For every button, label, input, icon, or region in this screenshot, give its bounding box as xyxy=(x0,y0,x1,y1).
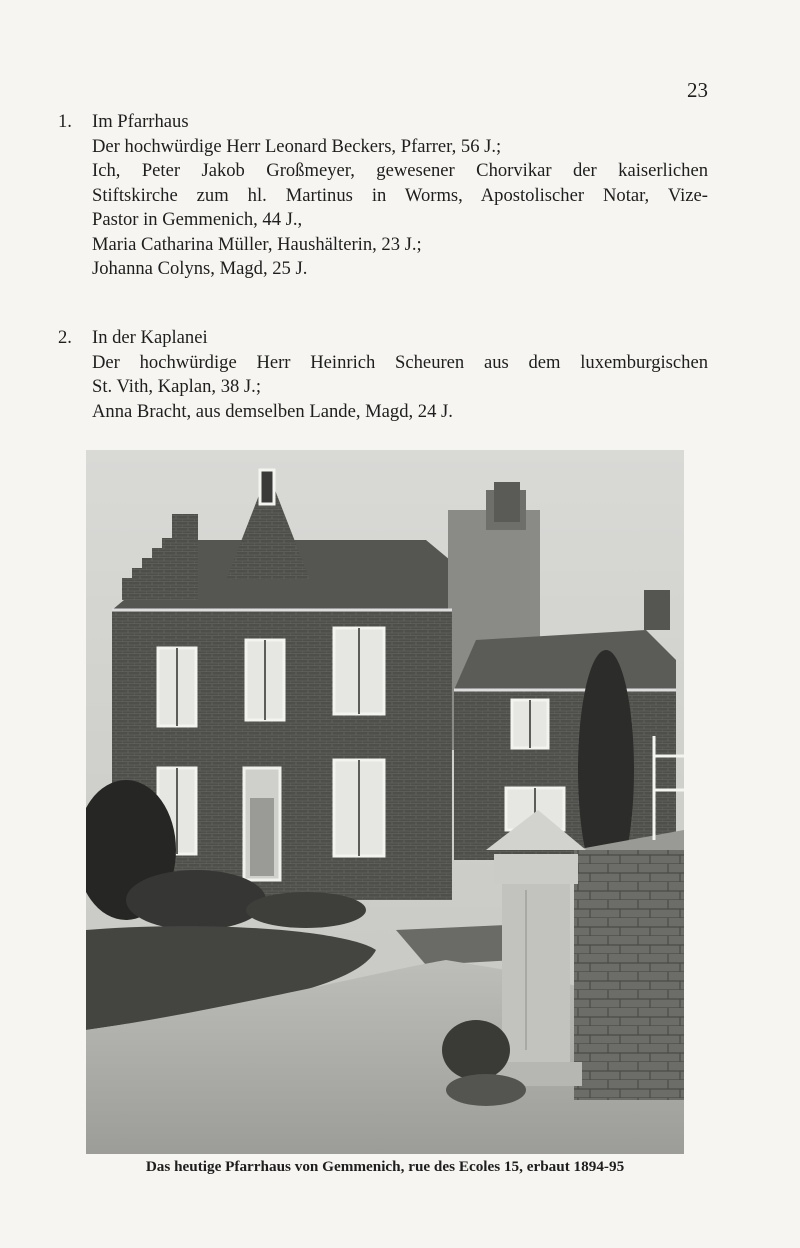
entry-line: Der hochwürdige Herr Leonard Beckers, Pfarrer, 56 J.; xyxy=(92,135,502,157)
entry-text xyxy=(92,326,718,424)
entry-2 xyxy=(58,326,718,424)
entry-number: 1. xyxy=(58,111,72,132)
entry-line: St. Vith, Kaplan, 38 J.; xyxy=(92,376,261,397)
photo-caption: Das heutige Pfarrhaus von Gemmenich, rue des Ecoles 15, erbaut 1894-95 xyxy=(145,1158,625,1175)
entry-heading: In der Kaplanei xyxy=(92,327,208,348)
entry-line: Stiftskirche zum hl. Martinus in Worms, Apostolischer Notar, Vize- xyxy=(92,184,708,206)
entry-line: Pastor in Gemmenich, 44 J., xyxy=(92,209,303,230)
entry-line: Maria Catharina Müller, Haushälterin, 23 J.; xyxy=(92,233,422,255)
entry-1 xyxy=(58,110,718,282)
page-number: 23 xyxy=(687,78,708,102)
entry-line: Anna Bracht, aus demselben Lande, Magd, 24 J. xyxy=(92,400,453,422)
entry-line: Der hochwürdige Herr Heinrich Scheuren aus dem luxemburgischen xyxy=(92,351,708,373)
entry-heading: Im Pfarrhaus xyxy=(92,111,189,132)
entry-number: 2. xyxy=(58,327,72,348)
entry-line: Johanna Colyns, Magd, 25 J. xyxy=(92,258,308,279)
rectory-photo xyxy=(86,450,684,1154)
entry-text xyxy=(92,110,718,282)
entry-line: Ich, Peter Jakob Großmeyer, gewesener Chorvikar der kaiserlichen xyxy=(92,160,708,181)
